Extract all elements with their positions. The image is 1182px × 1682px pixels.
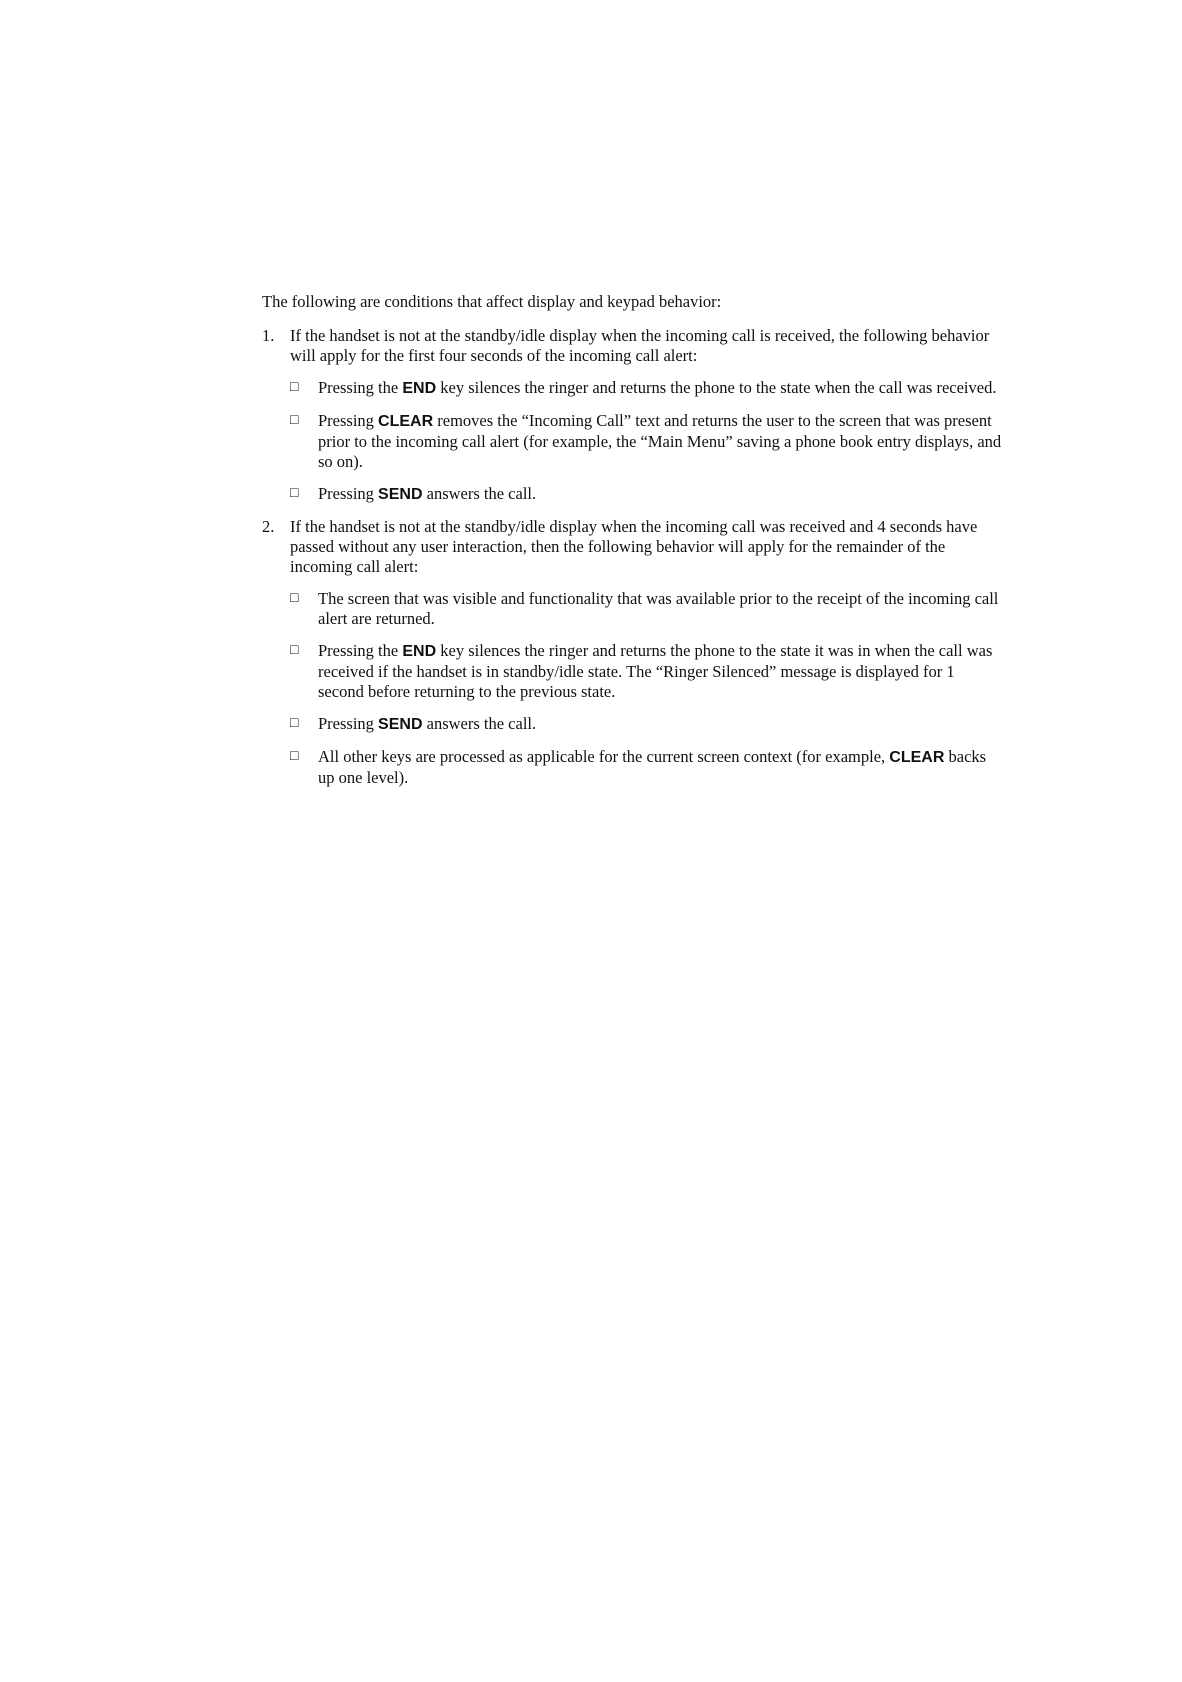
document-body bbox=[262, 292, 1002, 800]
bullet-item bbox=[290, 747, 1002, 788]
bullet-text-pre: Pressing bbox=[318, 484, 379, 503]
bullet-list bbox=[290, 378, 1002, 505]
item-text: If the handset is not at the standby/idle display when the incoming call was received and 4 seconds have passed without any user interaction, then the following behavior will apply for the remainder of the incoming call alert: bbox=[290, 517, 978, 576]
bullet-box-icon: □ bbox=[290, 749, 299, 764]
key-name: CLEAR bbox=[378, 413, 434, 430]
item-number: 1. bbox=[262, 326, 275, 345]
bullet-box-icon: □ bbox=[290, 413, 299, 428]
bullet-text-pre: Pressing the bbox=[318, 378, 403, 397]
bullet-box-icon: □ bbox=[290, 380, 299, 395]
key-name: END bbox=[402, 380, 437, 397]
bullet-box-icon: □ bbox=[290, 716, 299, 731]
bullet-box-icon: □ bbox=[290, 486, 299, 501]
numbered-item-1 bbox=[262, 326, 1002, 505]
bullet-item bbox=[290, 589, 1002, 629]
bullet-item bbox=[290, 378, 1002, 399]
bullet-text-pre: The screen that was visible and functionality that was available prior to the receipt of the incoming call alert are returned. bbox=[318, 589, 999, 628]
bullet-box-icon: □ bbox=[290, 591, 299, 606]
bullet-text-post: key silences the ringer and returns the phone to the state it was in when the call was received if the handset is in standby/idle state. The “Ringer Silenced” message is displayed for 1 second before returning to the previous state. bbox=[318, 641, 993, 701]
bullet-text-post: removes the “Incoming Call” text and returns the user to the screen that was present prior to the incoming call alert (for example, the “Main Menu” saving a phone book entry displays, and so on). bbox=[318, 411, 1002, 471]
key-name: CLEAR bbox=[889, 749, 945, 766]
bullet-item bbox=[290, 714, 1002, 735]
bullet-item bbox=[290, 484, 1002, 505]
bullet-text-post: answers the call. bbox=[422, 714, 537, 733]
bullet-text-post: backs up one level). bbox=[318, 747, 987, 787]
bullet-list bbox=[290, 589, 1002, 788]
key-name: SEND bbox=[378, 716, 423, 733]
bullet-text-pre: Pressing the bbox=[318, 641, 403, 660]
bullet-text-post: answers the call. bbox=[422, 484, 537, 503]
bullet-item bbox=[290, 641, 1002, 702]
numbered-item-2 bbox=[262, 517, 1002, 788]
key-name: SEND bbox=[378, 486, 423, 503]
intro-paragraph: The following are conditions that affect display and keypad behavior: bbox=[262, 292, 722, 311]
bullet-item bbox=[290, 411, 1002, 472]
bullet-text-pre: Pressing bbox=[318, 714, 379, 733]
bullet-text-post: key silences the ringer and returns the phone to the state when the call was received. bbox=[436, 378, 997, 397]
key-name: END bbox=[402, 643, 437, 660]
bullet-text-pre: Pressing bbox=[318, 411, 379, 430]
bullet-box-icon: □ bbox=[290, 643, 299, 658]
item-number: 2. bbox=[262, 517, 275, 536]
item-text: If the handset is not at the standby/idle display when the incoming call is received, the following behavior will apply for the first four seconds of the incoming call alert: bbox=[290, 326, 990, 365]
bullet-text-pre: All other keys are processed as applicable for the current screen context (for example, bbox=[318, 747, 890, 766]
